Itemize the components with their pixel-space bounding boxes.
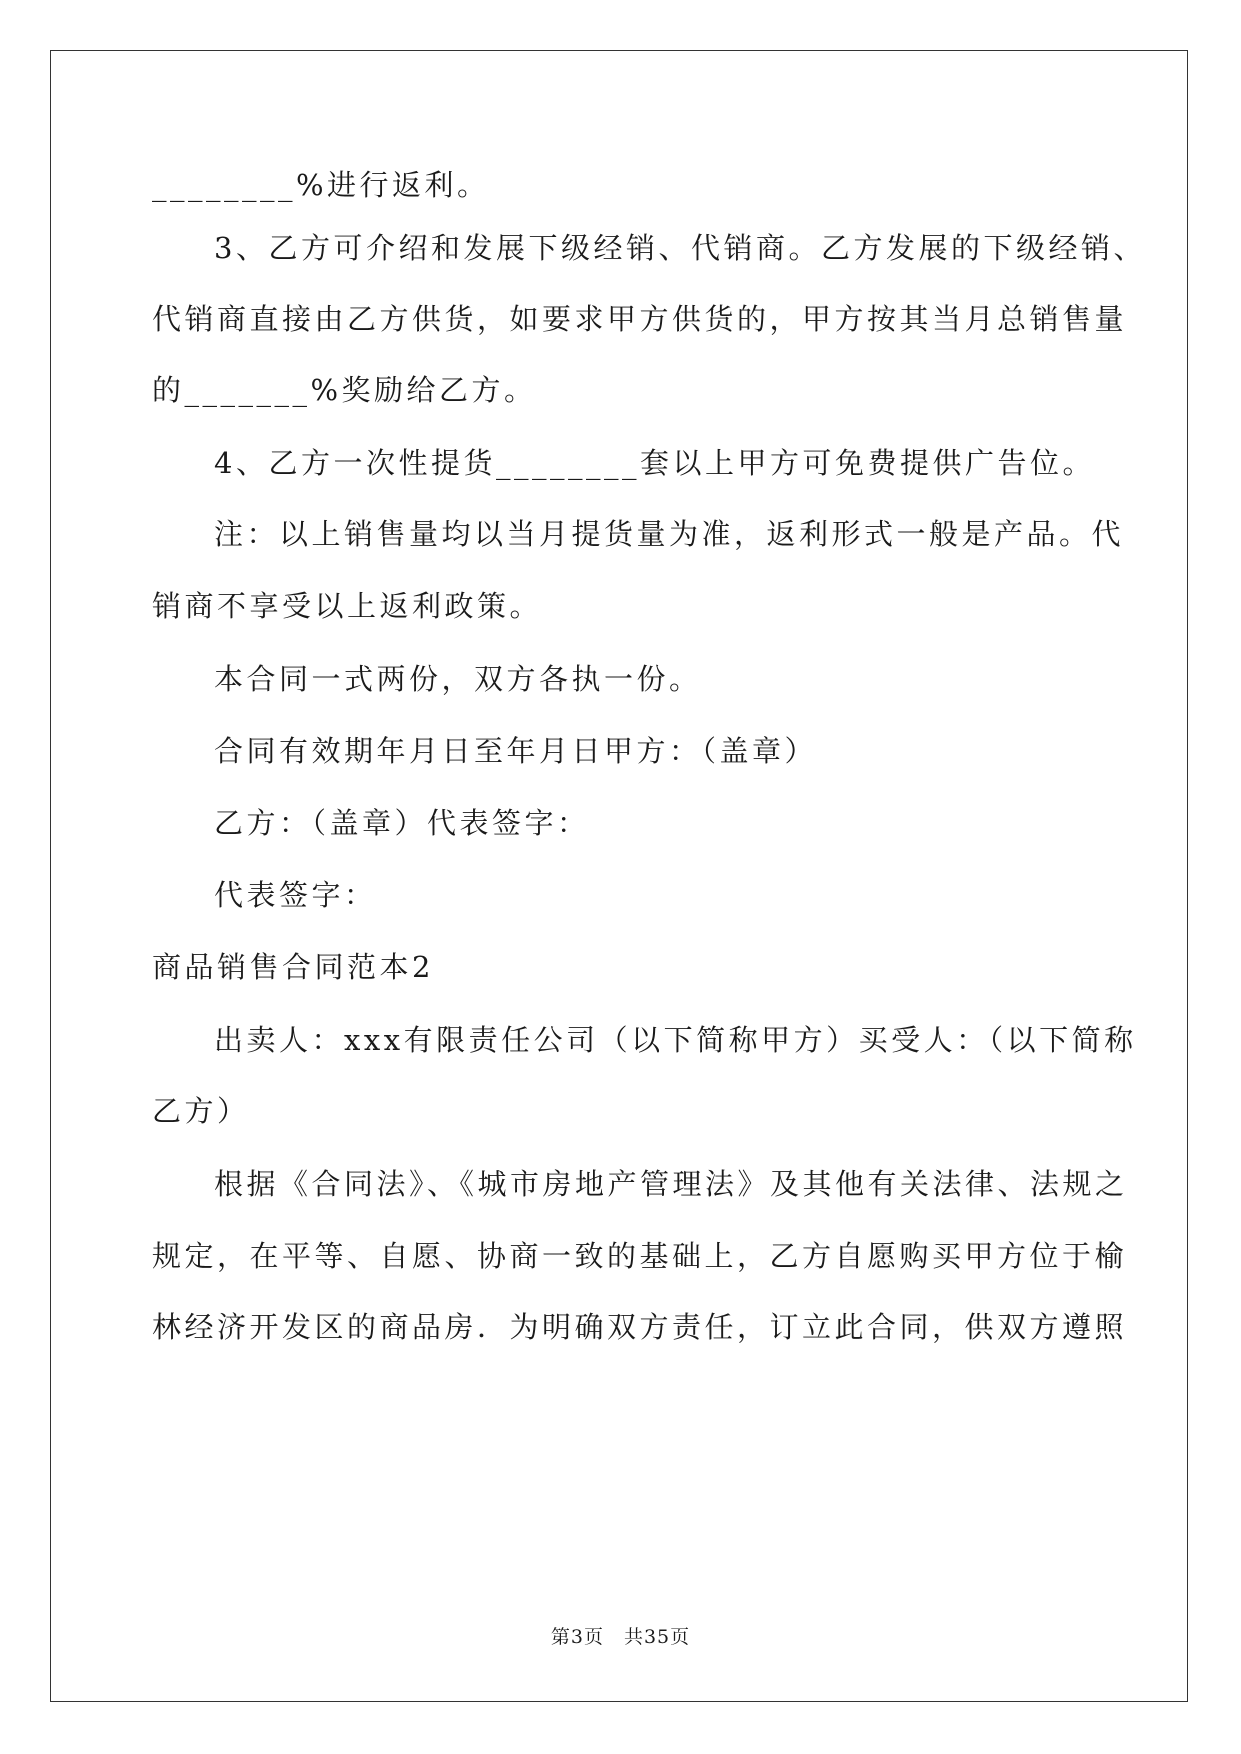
text-line: 乙方：（盖章）代表签字： bbox=[214, 806, 590, 840]
text-line: 根据《合同法》、《城市房地产管理法》及其他有关法律、法规之 bbox=[214, 1167, 1128, 1201]
text-line: 代表签字： bbox=[214, 878, 377, 912]
text-line: 4、乙方一次性提货________套以上甲方可免费提供广告位。 bbox=[214, 446, 1095, 480]
text-line: 出卖人：xxx有限责任公司（以下简称甲方）买受人：（以下简称 bbox=[214, 1023, 1137, 1057]
text-line: 注：以上销售量均以当月提货量为准，返利形式一般是产品。代 bbox=[214, 517, 1125, 551]
text-line: 3、乙方可介绍和发展下级经销、代销商。乙方发展的下级经销、 bbox=[214, 231, 1146, 265]
text-line: 代销商直接由乙方供货，如要求甲方供货的，甲方按其当月总销售量 bbox=[152, 302, 1128, 336]
text-line: 规定，在平等、自愿、协商一致的基础上，乙方自愿购买甲方位于榆 bbox=[152, 1239, 1128, 1273]
page-number: 第3页 共35页 bbox=[550, 1626, 691, 1648]
text-line: 合同有效期年月日至年月日甲方：（盖章） bbox=[214, 734, 818, 768]
text-line: 本合同一式两份，双方各执一份。 bbox=[214, 662, 702, 696]
section-heading: 商品销售合同范本2 bbox=[152, 950, 434, 984]
text-line: 销商不享受以上返利政策。 bbox=[152, 589, 543, 623]
text-line: 乙方） bbox=[152, 1094, 250, 1128]
text-line: 的_______%奖励给乙方。 bbox=[152, 373, 537, 407]
text-line: ________%进行返利。 bbox=[152, 168, 490, 202]
text-line: 林经济开发区的商品房．为明确双方责任，订立此合同，供双方遵照 bbox=[152, 1310, 1128, 1344]
